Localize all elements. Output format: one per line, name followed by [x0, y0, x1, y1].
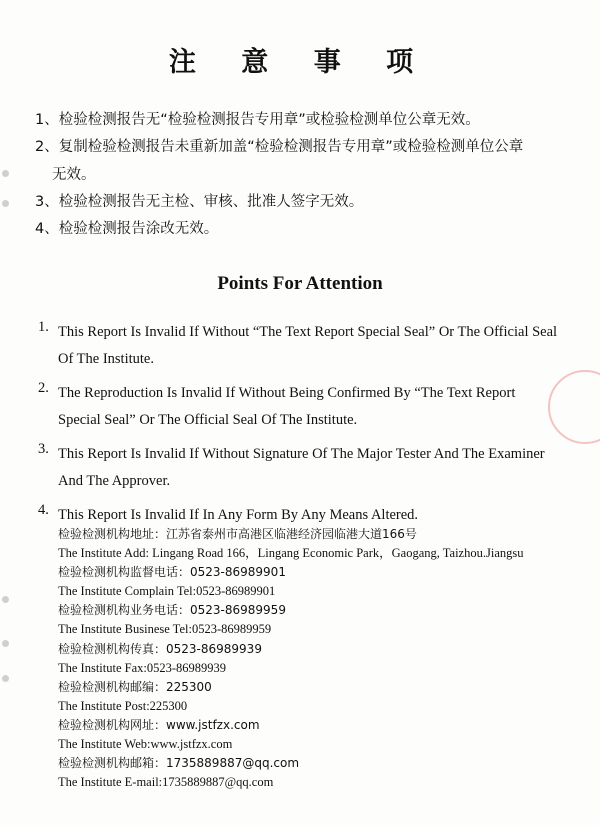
cn-notice-list — [35, 113, 565, 249]
binding-hole — [2, 170, 9, 177]
binding-hole — [2, 596, 9, 603]
item-text: This Report Is Invalid If Without “The Text Report Special Seal” Or The Official Seal Of The Institute. — [58, 324, 558, 367]
en-notice-list — [38, 319, 560, 536]
item-number: 1、 — [35, 112, 59, 128]
item-text: 复制检验检测报告未重新加盖“检验检测报告专用章”或检验检测单位公章 — [58, 138, 524, 155]
item-text: 检验检测报告无主检、审核、批准人签字无效。 — [58, 193, 364, 210]
list-item — [38, 380, 560, 434]
contact-info — [58, 525, 578, 792]
contact-email-en: The Institute E-mail:1735889887@qq.com — [58, 775, 274, 790]
binding-hole — [2, 640, 9, 647]
item-text: 检验检测报告无“检验检测报告专用章”或检验检测单位公章无效。 — [58, 112, 480, 128]
list-item — [35, 140, 565, 184]
item-number: 2、 — [35, 138, 59, 155]
list-item — [38, 319, 560, 373]
contact-fax-cn: 检验检测机构传真：0523-86989939 — [58, 641, 262, 656]
contact-post-cn: 检验检测机构邮编：225300 — [58, 679, 212, 694]
contact-complain-tel-cn: 检验检测机构监督电话：0523-86989901 — [58, 565, 286, 580]
item-number: 4、 — [35, 220, 59, 237]
list-item — [35, 195, 565, 211]
item-number: 1. — [38, 319, 49, 335]
item-text: 检验检测报告涂改无效。 — [58, 220, 219, 237]
item-text: This Report Is Invalid If Without Signature Of The Major Tester And The Examiner And The Approver. — [58, 446, 545, 489]
contact-address-cn: 检验检测机构地址：江苏省泰州市高港区临港经济园临港大道166号 — [58, 527, 417, 541]
binding-hole — [2, 200, 9, 207]
item-number: 3. — [38, 441, 49, 457]
page-title-en: Points For Attention — [217, 273, 383, 294]
contact-business-tel-cn: 检验检测机构业务电话：0523-86989959 — [58, 603, 286, 618]
contact-email-cn: 检验检测机构邮箱：1735889887@qq.com — [58, 756, 300, 771]
list-item — [35, 113, 565, 129]
item-text-continuation: 无效。 — [52, 166, 96, 183]
contact-fax-en: The Institute Fax:0523-86989939 — [58, 660, 227, 675]
item-text: The Reproduction Is Invalid If Without Being Confirmed By “The Text Report Special Seal” Or The Official Seal Of The Institute. — [58, 385, 516, 428]
contact-post-en: The Institute Post:225300 — [58, 698, 188, 713]
contact-complain-tel-en: The Institute Complain Tel:0523-86989901 — [58, 584, 276, 599]
item-number: 4. — [38, 502, 49, 518]
list-item — [38, 441, 560, 495]
item-number: 2. — [38, 380, 49, 396]
item-number: 3、 — [35, 193, 59, 210]
contact-address-en: The Institute Add: Lingang Road 166，Lingang Economic Park，Gaogang, Taizhou.Jiangsu — [58, 546, 524, 561]
page-title-cn: 注 意 事 项 — [168, 47, 432, 78]
contact-web-cn: 检验检测机构网址：www.jstfzx.com — [58, 717, 260, 732]
item-text: This Report Is Invalid If In Any Form By Any Means Altered. — [58, 507, 419, 523]
list-item — [35, 222, 565, 238]
contact-web-en: The Institute Web:www.jstfzx.com — [58, 737, 233, 752]
binding-hole — [2, 675, 9, 682]
contact-business-tel-en: The Institute Businese Tel:0523-86989959 — [58, 622, 272, 637]
